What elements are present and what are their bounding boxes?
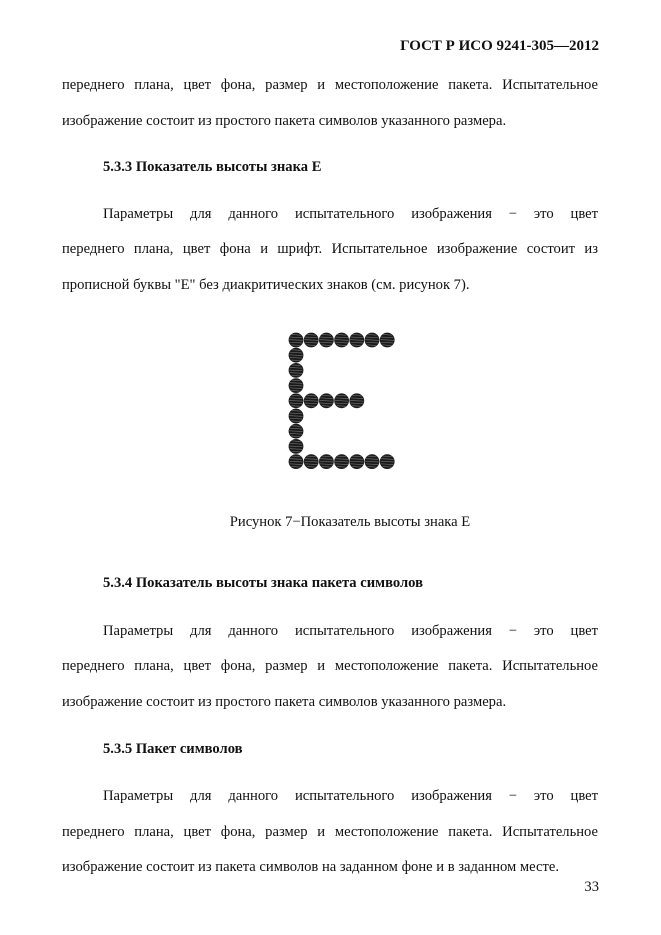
paragraph-line: изображение состоит из простого пакета символов указанного размера. <box>62 113 507 129</box>
paragraph-line: прописной буквы "Е" без диакритических знаков (см. рисунок 7). <box>62 277 470 293</box>
paragraph-line: переднего плана, цвет фона, размер и местоположение пакета. Испытательное <box>62 658 598 674</box>
paragraph-line: изображение состоит из простого пакета символов указанного размера. <box>62 694 507 710</box>
figure-letter-e <box>285 330 399 472</box>
paragraph-line: переднего плана, цвет фона и шрифт. Испытательное изображение состоит из <box>62 241 598 257</box>
paragraph-line: переднего плана, цвет фона, размер и местоположение пакета. Испытательное <box>62 824 598 840</box>
paragraph-line: Параметры для данного испытательного изображения − это цвет <box>103 206 598 222</box>
paragraph-line: Параметры для данного испытательного изображения − это цвет <box>103 623 598 639</box>
section-heading-5-3-4: 5.3.4 Показатель высоты знака пакета символов <box>103 575 423 591</box>
section-heading-5-3-3: 5.3.3 Показатель высоты знака Е <box>103 159 322 175</box>
paragraph-line: изображение состоит из пакета символов на заданном фоне и в заданном месте. <box>62 859 559 875</box>
page-header-title: ГОСТ Р ИСО 9241-305—2012 <box>400 38 599 54</box>
paragraph-line: Параметры для данного испытательного изображения − это цвет <box>103 788 598 804</box>
paragraph-line: переднего плана, цвет фона, размер и местоположение пакета. Испытательное <box>62 77 598 93</box>
figure-caption: Рисунок 7−Показатель высоты знака Е <box>229 514 471 530</box>
section-heading-5-3-5: 5.3.5 Пакет символов <box>103 741 243 757</box>
page-number: 33 <box>584 879 599 895</box>
